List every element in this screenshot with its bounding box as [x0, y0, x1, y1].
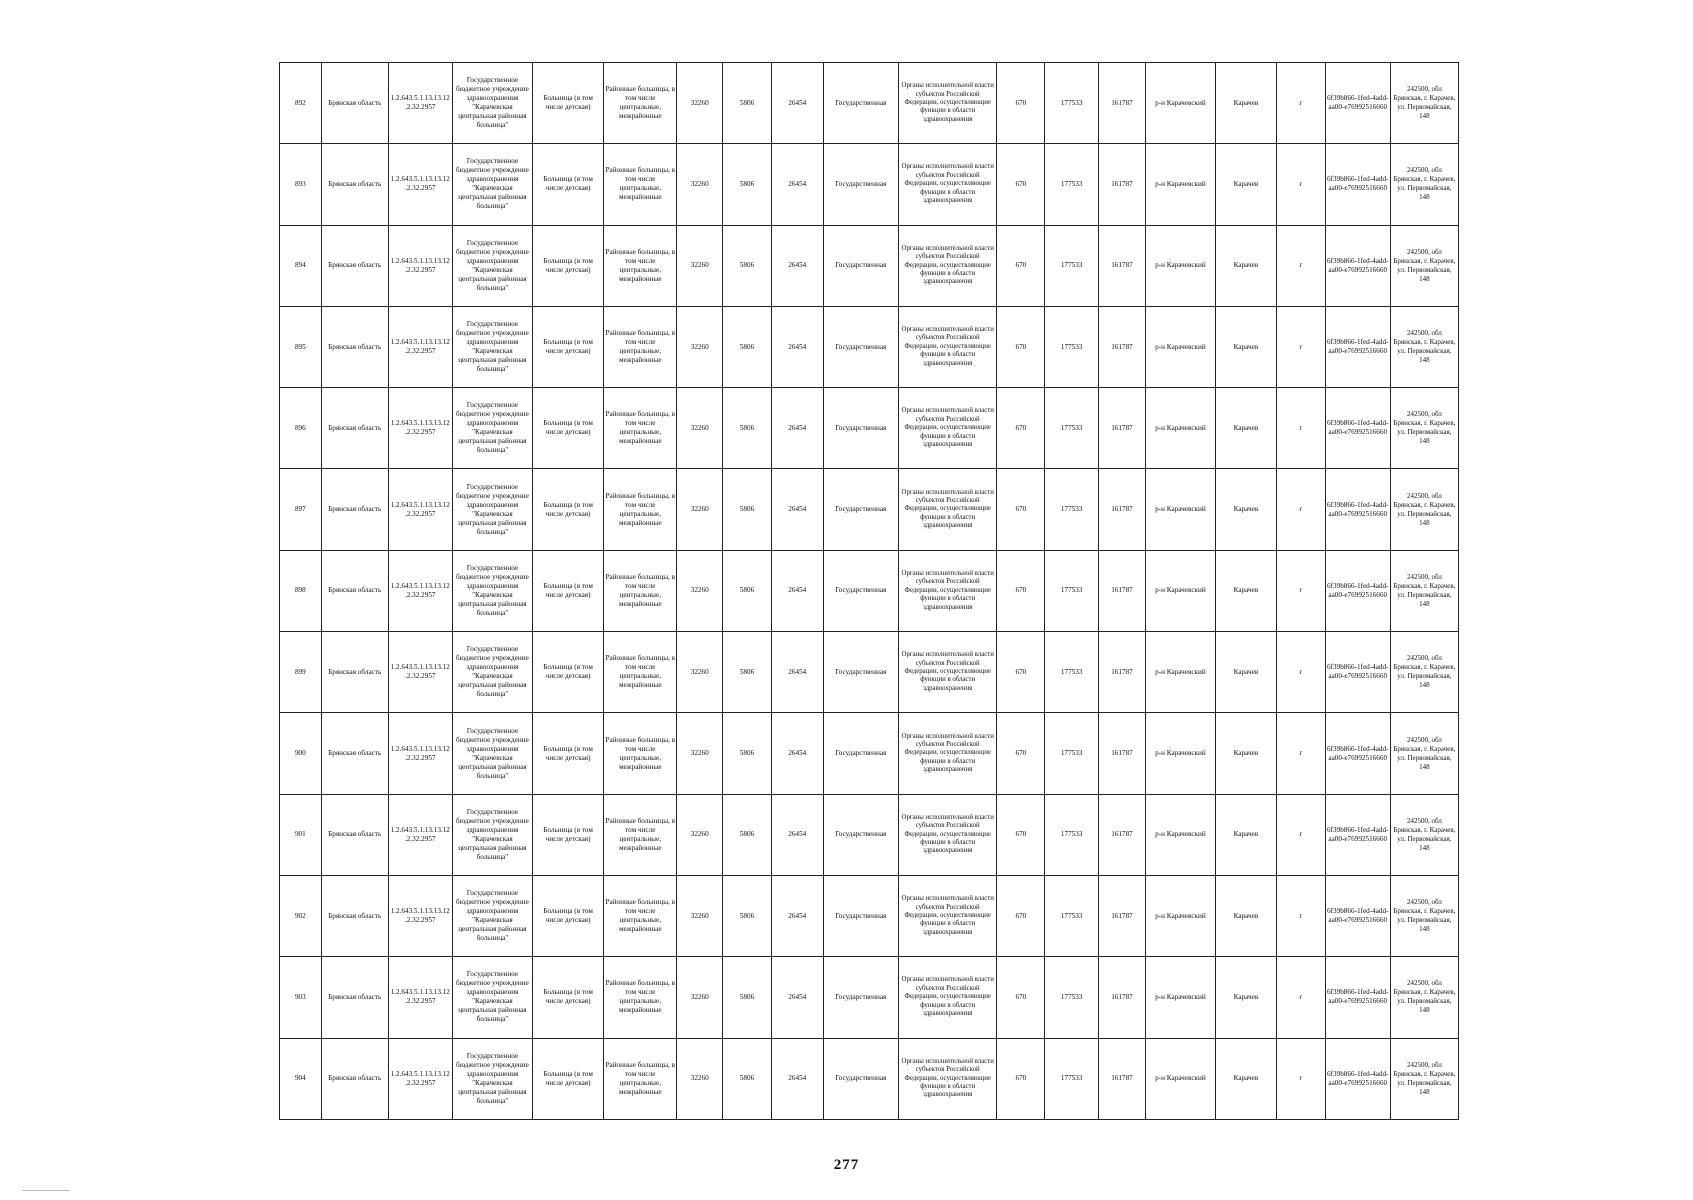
address-cell: 242500, обл Брянская, г. Карачев, ул. Первомайская, 148: [1390, 225, 1458, 306]
facility-type-cell: Больница (в том числе детская): [533, 225, 604, 306]
guid-cell: 6f39b866-1fed-4add-aa00-e76992516660: [1325, 388, 1390, 469]
authority-cell: Органы исполнительной власти субъектов Российской Федерации, осуществляющие функции в области здравоохранения: [898, 1038, 997, 1119]
value-6-cell: 161787: [1099, 1038, 1146, 1119]
facility-type-cell: Больница (в том числе детская): [533, 388, 604, 469]
authority-cell: Органы исполнительной власти субъектов Российской Федерации, осуществляющие функции в области здравоохранения: [898, 713, 997, 794]
guid-cell: 6f39b866-1fed-4add-aa00-e76992516660: [1325, 713, 1390, 794]
guid-cell: 6f39b866-1fed-4add-aa00-e76992516660: [1325, 632, 1390, 713]
registry-code-cell: 1.2.643.5.1.13.13.12.2.32.2957: [388, 875, 452, 956]
region-cell: Брянская область: [321, 957, 388, 1038]
value-5-cell: 177533: [1045, 306, 1099, 387]
facility-type-cell: Больница (в том числе детская): [533, 306, 604, 387]
value-6-cell: 161787: [1099, 388, 1146, 469]
region-cell: Брянская область: [321, 388, 388, 469]
value-3-cell: 26454: [771, 144, 823, 225]
organization-name-cell: Государственное бюджетное учреждение здравоохранения "Карачевская центральная районная больница": [452, 875, 532, 956]
table-row: [280, 957, 1459, 1038]
facility-kind-cell: Районные больницы, в том числе центральные, межрайонные: [604, 550, 677, 631]
table-row: [280, 63, 1459, 144]
city-cell: Карачев: [1215, 957, 1276, 1038]
value-4-cell: 670: [997, 632, 1045, 713]
registry-code-cell: 1.2.643.5.1.13.13.12.2.32.2957: [388, 63, 452, 144]
organization-name-cell: Государственное бюджетное учреждение здравоохранения "Карачевская центральная районная больница": [452, 388, 532, 469]
table-row: [280, 225, 1459, 306]
ownership-cell: Государственная: [823, 794, 898, 875]
facility-kind-cell: Районные больницы, в том числе центральные, межрайонные: [604, 875, 677, 956]
registry-code-cell: 1.2.643.5.1.13.13.12.2.32.2957: [388, 632, 452, 713]
guid-cell: 6f39b866-1fed-4add-aa00-e76992516660: [1325, 875, 1390, 956]
value-2-cell: 5806: [723, 957, 772, 1038]
city-cell: Карачев: [1215, 63, 1276, 144]
ownership-cell: Государственная: [823, 306, 898, 387]
registry-code-cell: 1.2.643.5.1.13.13.12.2.32.2957: [388, 225, 452, 306]
value-4-cell: 670: [997, 144, 1045, 225]
value-3-cell: 26454: [771, 957, 823, 1038]
region-cell: Брянская область: [321, 550, 388, 631]
value-1-cell: 32260: [677, 388, 723, 469]
city-cell: Карачев: [1215, 632, 1276, 713]
region-cell: Брянская область: [321, 144, 388, 225]
address-cell: 242500, обл Брянская, г. Карачев, ул. Первомайская, 148: [1390, 144, 1458, 225]
address-cell: 242500, обл Брянская, г. Карачев, ул. Первомайская, 148: [1390, 1038, 1458, 1119]
value-5-cell: 177533: [1045, 632, 1099, 713]
value-1-cell: 32260: [677, 632, 723, 713]
value-6-cell: 161787: [1099, 875, 1146, 956]
district-cell: р-н Карачевский: [1145, 713, 1215, 794]
facility-type-cell: Больница (в том числе детская): [533, 713, 604, 794]
facility-type-cell: Больница (в том числе детская): [533, 957, 604, 1038]
value-4-cell: 670: [997, 306, 1045, 387]
organization-name-cell: Государственное бюджетное учреждение здравоохранения "Карачевская центральная районная больница": [452, 550, 532, 631]
row-number-cell: 895: [280, 306, 322, 387]
row-number-cell: 898: [280, 550, 322, 631]
authority-cell: Органы исполнительной власти субъектов Российской Федерации, осуществляющие функции в области здравоохранения: [898, 957, 997, 1038]
organization-name-cell: Государственное бюджетное учреждение здравоохранения "Карачевская центральная районная больница": [452, 713, 532, 794]
guid-cell: 6f39b866-1fed-4add-aa00-e76992516660: [1325, 794, 1390, 875]
scan-artifact-line: [22, 1190, 70, 1191]
value-5-cell: 177533: [1045, 875, 1099, 956]
facility-type-cell: Больница (в том числе детская): [533, 875, 604, 956]
address-cell: 242500, обл Брянская, г. Карачев, ул. Первомайская, 148: [1390, 388, 1458, 469]
district-cell: р-н Карачевский: [1145, 469, 1215, 550]
ownership-cell: Государственная: [823, 225, 898, 306]
value-1-cell: 32260: [677, 713, 723, 794]
facility-type-cell: Больница (в том числе детская): [533, 63, 604, 144]
value-1-cell: 32260: [677, 875, 723, 956]
registry-code-cell: 1.2.643.5.1.13.13.12.2.32.2957: [388, 1038, 452, 1119]
settlement-type-cell: г: [1276, 794, 1325, 875]
value-6-cell: 161787: [1099, 632, 1146, 713]
ownership-cell: Государственная: [823, 1038, 898, 1119]
ownership-cell: Государственная: [823, 632, 898, 713]
value-5-cell: 177533: [1045, 794, 1099, 875]
district-cell: р-н Карачевский: [1145, 63, 1215, 144]
facility-type-cell: Больница (в том числе детская): [533, 550, 604, 631]
settlement-type-cell: г: [1276, 713, 1325, 794]
district-cell: р-н Карачевский: [1145, 306, 1215, 387]
value-2-cell: 5806: [723, 794, 772, 875]
value-1-cell: 32260: [677, 1038, 723, 1119]
ownership-cell: Государственная: [823, 713, 898, 794]
table-row: [280, 1038, 1459, 1119]
city-cell: Карачев: [1215, 225, 1276, 306]
value-4-cell: 670: [997, 875, 1045, 956]
guid-cell: 6f39b866-1fed-4add-aa00-e76992516660: [1325, 63, 1390, 144]
address-cell: 242500, обл Брянская, г. Карачев, ул. Первомайская, 148: [1390, 632, 1458, 713]
value-3-cell: 26454: [771, 550, 823, 631]
registry-table: [279, 62, 1459, 1120]
row-number-cell: 899: [280, 632, 322, 713]
table-row: [280, 794, 1459, 875]
guid-cell: 6f39b866-1fed-4add-aa00-e76992516660: [1325, 469, 1390, 550]
district-cell: р-н Карачевский: [1145, 794, 1215, 875]
address-cell: 242500, обл Брянская, г. Карачев, ул. Первомайская, 148: [1390, 794, 1458, 875]
value-6-cell: 161787: [1099, 794, 1146, 875]
row-number-cell: 903: [280, 957, 322, 1038]
city-cell: Карачев: [1215, 306, 1276, 387]
authority-cell: Органы исполнительной власти субъектов Российской Федерации, осуществляющие функции в области здравоохранения: [898, 632, 997, 713]
facility-kind-cell: Районные больницы, в том числе центральные, межрайонные: [604, 144, 677, 225]
ownership-cell: Государственная: [823, 957, 898, 1038]
value-3-cell: 26454: [771, 632, 823, 713]
region-cell: Брянская область: [321, 63, 388, 144]
value-5-cell: 177533: [1045, 469, 1099, 550]
value-6-cell: 161787: [1099, 306, 1146, 387]
address-cell: 242500, обл Брянская, г. Карачев, ул. Первомайская, 148: [1390, 875, 1458, 956]
guid-cell: 6f39b866-1fed-4add-aa00-e76992516660: [1325, 957, 1390, 1038]
registry-code-cell: 1.2.643.5.1.13.13.12.2.32.2957: [388, 794, 452, 875]
district-cell: р-н Карачевский: [1145, 875, 1215, 956]
city-cell: Карачев: [1215, 875, 1276, 956]
row-number-cell: 892: [280, 63, 322, 144]
region-cell: Брянская область: [321, 225, 388, 306]
table-row: [280, 632, 1459, 713]
organization-name-cell: Государственное бюджетное учреждение здравоохранения "Карачевская центральная районная больница": [452, 632, 532, 713]
value-6-cell: 161787: [1099, 713, 1146, 794]
facility-type-cell: Больница (в том числе детская): [533, 632, 604, 713]
value-2-cell: 5806: [723, 469, 772, 550]
city-cell: Карачев: [1215, 144, 1276, 225]
ownership-cell: Государственная: [823, 63, 898, 144]
table-row: [280, 306, 1459, 387]
address-cell: 242500, обл Брянская, г. Карачев, ул. Первомайская, 148: [1390, 469, 1458, 550]
value-3-cell: 26454: [771, 713, 823, 794]
settlement-type-cell: г: [1276, 469, 1325, 550]
facility-kind-cell: Районные больницы, в том числе центральные, межрайонные: [604, 63, 677, 144]
value-5-cell: 177533: [1045, 225, 1099, 306]
value-3-cell: 26454: [771, 63, 823, 144]
row-number-cell: 900: [280, 713, 322, 794]
city-cell: Карачев: [1215, 713, 1276, 794]
authority-cell: Органы исполнительной власти субъектов Российской Федерации, осуществляющие функции в области здравоохранения: [898, 306, 997, 387]
value-6-cell: 161787: [1099, 550, 1146, 631]
address-cell: 242500, обл Брянская, г. Карачев, ул. Первомайская, 148: [1390, 550, 1458, 631]
value-5-cell: 177533: [1045, 957, 1099, 1038]
facility-kind-cell: Районные больницы, в том числе центральные, межрайонные: [604, 632, 677, 713]
value-4-cell: 670: [997, 225, 1045, 306]
region-cell: Брянская область: [321, 875, 388, 956]
facility-type-cell: Больница (в том числе детская): [533, 144, 604, 225]
settlement-type-cell: г: [1276, 550, 1325, 631]
authority-cell: Органы исполнительной власти субъектов Российской Федерации, осуществляющие функции в области здравоохранения: [898, 63, 997, 144]
value-2-cell: 5806: [723, 1038, 772, 1119]
value-3-cell: 26454: [771, 794, 823, 875]
ownership-cell: Государственная: [823, 550, 898, 631]
value-4-cell: 670: [997, 1038, 1045, 1119]
value-6-cell: 161787: [1099, 469, 1146, 550]
district-cell: р-н Карачевский: [1145, 632, 1215, 713]
guid-cell: 6f39b866-1fed-4add-aa00-e76992516660: [1325, 306, 1390, 387]
value-6-cell: 161787: [1099, 144, 1146, 225]
settlement-type-cell: г: [1276, 1038, 1325, 1119]
row-number-cell: 901: [280, 794, 322, 875]
table-row: [280, 388, 1459, 469]
value-2-cell: 5806: [723, 713, 772, 794]
organization-name-cell: Государственное бюджетное учреждение здравоохранения "Карачевская центральная районная больница": [452, 144, 532, 225]
page-number: 277: [833, 1157, 860, 1173]
authority-cell: Органы исполнительной власти субъектов Российской Федерации, осуществляющие функции в области здравоохранения: [898, 794, 997, 875]
guid-cell: 6f39b866-1fed-4add-aa00-e76992516660: [1325, 1038, 1390, 1119]
value-5-cell: 177533: [1045, 550, 1099, 631]
district-cell: р-н Карачевский: [1145, 144, 1215, 225]
facility-kind-cell: Районные больницы, в том числе центральные, межрайонные: [604, 794, 677, 875]
value-3-cell: 26454: [771, 225, 823, 306]
facility-kind-cell: Районные больницы, в том числе центральные, межрайонные: [604, 469, 677, 550]
table-row: [280, 144, 1459, 225]
authority-cell: Органы исполнительной власти субъектов Российской Федерации, осуществляющие функции в области здравоохранения: [898, 469, 997, 550]
row-number-cell: 902: [280, 875, 322, 956]
guid-cell: 6f39b866-1fed-4add-aa00-e76992516660: [1325, 225, 1390, 306]
value-3-cell: 26454: [771, 875, 823, 956]
value-2-cell: 5806: [723, 306, 772, 387]
guid-cell: 6f39b866-1fed-4add-aa00-e76992516660: [1325, 144, 1390, 225]
region-cell: Брянская область: [321, 1038, 388, 1119]
value-1-cell: 32260: [677, 957, 723, 1038]
district-cell: р-н Карачевский: [1145, 957, 1215, 1038]
table-row: [280, 550, 1459, 631]
authority-cell: Органы исполнительной власти субъектов Российской Федерации, осуществляющие функции в области здравоохранения: [898, 875, 997, 956]
district-cell: р-н Карачевский: [1145, 550, 1215, 631]
city-cell: Карачев: [1215, 469, 1276, 550]
city-cell: Карачев: [1215, 550, 1276, 631]
region-cell: Брянская область: [321, 632, 388, 713]
row-number-cell: 897: [280, 469, 322, 550]
table-row: [280, 713, 1459, 794]
city-cell: Карачев: [1215, 794, 1276, 875]
authority-cell: Органы исполнительной власти субъектов Российской Федерации, осуществляющие функции в области здравоохранения: [898, 225, 997, 306]
value-1-cell: 32260: [677, 550, 723, 631]
row-number-cell: 904: [280, 1038, 322, 1119]
value-2-cell: 5806: [723, 388, 772, 469]
settlement-type-cell: г: [1276, 957, 1325, 1038]
settlement-type-cell: г: [1276, 388, 1325, 469]
ownership-cell: Государственная: [823, 388, 898, 469]
registry-code-cell: 1.2.643.5.1.13.13.12.2.32.2957: [388, 306, 452, 387]
settlement-type-cell: г: [1276, 632, 1325, 713]
organization-name-cell: Государственное бюджетное учреждение здравоохранения "Карачевская центральная районная больница": [452, 794, 532, 875]
ownership-cell: Государственная: [823, 144, 898, 225]
district-cell: р-н Карачевский: [1145, 1038, 1215, 1119]
address-cell: 242500, обл Брянская, г. Карачев, ул. Первомайская, 148: [1390, 306, 1458, 387]
value-4-cell: 670: [997, 550, 1045, 631]
value-5-cell: 177533: [1045, 63, 1099, 144]
row-number-cell: 893: [280, 144, 322, 225]
value-5-cell: 177533: [1045, 144, 1099, 225]
address-cell: 242500, обл Брянская, г. Карачев, ул. Первомайская, 148: [1390, 63, 1458, 144]
value-5-cell: 177533: [1045, 713, 1099, 794]
table-row: [280, 469, 1459, 550]
value-4-cell: 670: [997, 957, 1045, 1038]
value-4-cell: 670: [997, 713, 1045, 794]
value-3-cell: 26454: [771, 388, 823, 469]
registry-code-cell: 1.2.643.5.1.13.13.12.2.32.2957: [388, 388, 452, 469]
value-1-cell: 32260: [677, 794, 723, 875]
registry-code-cell: 1.2.643.5.1.13.13.12.2.32.2957: [388, 713, 452, 794]
value-6-cell: 161787: [1099, 225, 1146, 306]
value-6-cell: 161787: [1099, 957, 1146, 1038]
row-number-cell: 894: [280, 225, 322, 306]
facility-kind-cell: Районные больницы, в том числе центральные, межрайонные: [604, 1038, 677, 1119]
value-1-cell: 32260: [677, 63, 723, 144]
city-cell: Карачев: [1215, 1038, 1276, 1119]
value-1-cell: 32260: [677, 306, 723, 387]
table-row: [280, 875, 1459, 956]
authority-cell: Органы исполнительной власти субъектов Российской Федерации, осуществляющие функции в области здравоохранения: [898, 144, 997, 225]
value-3-cell: 26454: [771, 306, 823, 387]
ownership-cell: Государственная: [823, 469, 898, 550]
value-2-cell: 5806: [723, 225, 772, 306]
value-1-cell: 32260: [677, 225, 723, 306]
organization-name-cell: Государственное бюджетное учреждение здравоохранения "Карачевская центральная районная больница": [452, 469, 532, 550]
address-cell: 242500, обл Брянская, г. Карачев, ул. Первомайская, 148: [1390, 713, 1458, 794]
registry-table-body: [280, 63, 1459, 1120]
value-6-cell: 161787: [1099, 63, 1146, 144]
facility-kind-cell: Районные больницы, в том числе центральные, межрайонные: [604, 713, 677, 794]
region-cell: Брянская область: [321, 469, 388, 550]
authority-cell: Органы исполнительной власти субъектов Российской Федерации, осуществляющие функции в области здравоохранения: [898, 388, 997, 469]
region-cell: Брянская область: [321, 306, 388, 387]
value-4-cell: 670: [997, 388, 1045, 469]
value-3-cell: 26454: [771, 469, 823, 550]
registry-code-cell: 1.2.643.5.1.13.13.12.2.32.2957: [388, 957, 452, 1038]
authority-cell: Органы исполнительной власти субъектов Российской Федерации, осуществляющие функции в области здравоохранения: [898, 550, 997, 631]
registry-code-cell: 1.2.643.5.1.13.13.12.2.32.2957: [388, 469, 452, 550]
value-5-cell: 177533: [1045, 1038, 1099, 1119]
value-2-cell: 5806: [723, 550, 772, 631]
settlement-type-cell: г: [1276, 225, 1325, 306]
organization-name-cell: Государственное бюджетное учреждение здравоохранения "Карачевская центральная районная больница": [452, 63, 532, 144]
row-number-cell: 896: [280, 388, 322, 469]
region-cell: Брянская область: [321, 713, 388, 794]
settlement-type-cell: г: [1276, 144, 1325, 225]
city-cell: Карачев: [1215, 388, 1276, 469]
value-4-cell: 670: [997, 794, 1045, 875]
value-4-cell: 670: [997, 63, 1045, 144]
district-cell: р-н Карачевский: [1145, 388, 1215, 469]
address-cell: 242500, обл Брянская, г. Карачев, ул. Первомайская, 148: [1390, 957, 1458, 1038]
value-2-cell: 5806: [723, 632, 772, 713]
value-4-cell: 670: [997, 469, 1045, 550]
region-cell: Брянская область: [321, 794, 388, 875]
settlement-type-cell: г: [1276, 306, 1325, 387]
value-2-cell: 5806: [723, 63, 772, 144]
guid-cell: 6f39b866-1fed-4add-aa00-e76992516660: [1325, 550, 1390, 631]
district-cell: р-н Карачевский: [1145, 225, 1215, 306]
facility-kind-cell: Районные больницы, в том числе центральные, межрайонные: [604, 225, 677, 306]
value-5-cell: 177533: [1045, 388, 1099, 469]
registry-code-cell: 1.2.643.5.1.13.13.12.2.32.2957: [388, 550, 452, 631]
facility-kind-cell: Районные больницы, в том числе центральные, межрайонные: [604, 957, 677, 1038]
ownership-cell: Государственная: [823, 875, 898, 956]
organization-name-cell: Государственное бюджетное учреждение здравоохранения "Карачевская центральная районная больница": [452, 306, 532, 387]
organization-name-cell: Государственное бюджетное учреждение здравоохранения "Карачевская центральная районная больница": [452, 957, 532, 1038]
organization-name-cell: Государственное бюджетное учреждение здравоохранения "Карачевская центральная районная больница": [452, 225, 532, 306]
settlement-type-cell: г: [1276, 875, 1325, 956]
registry-code-cell: 1.2.643.5.1.13.13.12.2.32.2957: [388, 144, 452, 225]
facility-type-cell: Больница (в том числе детская): [533, 794, 604, 875]
facility-kind-cell: Районные больницы, в том числе центральные, межрайонные: [604, 388, 677, 469]
value-2-cell: 5806: [723, 875, 772, 956]
facility-type-cell: Больница (в том числе детская): [533, 469, 604, 550]
value-2-cell: 5806: [723, 144, 772, 225]
organization-name-cell: Государственное бюджетное учреждение здравоохранения "Карачевская центральная районная больница": [452, 1038, 532, 1119]
value-1-cell: 32260: [677, 469, 723, 550]
facility-kind-cell: Районные больницы, в том числе центральные, межрайонные: [604, 306, 677, 387]
settlement-type-cell: г: [1276, 63, 1325, 144]
value-3-cell: 26454: [771, 1038, 823, 1119]
value-1-cell: 32260: [677, 144, 723, 225]
facility-type-cell: Больница (в том числе детская): [533, 1038, 604, 1119]
